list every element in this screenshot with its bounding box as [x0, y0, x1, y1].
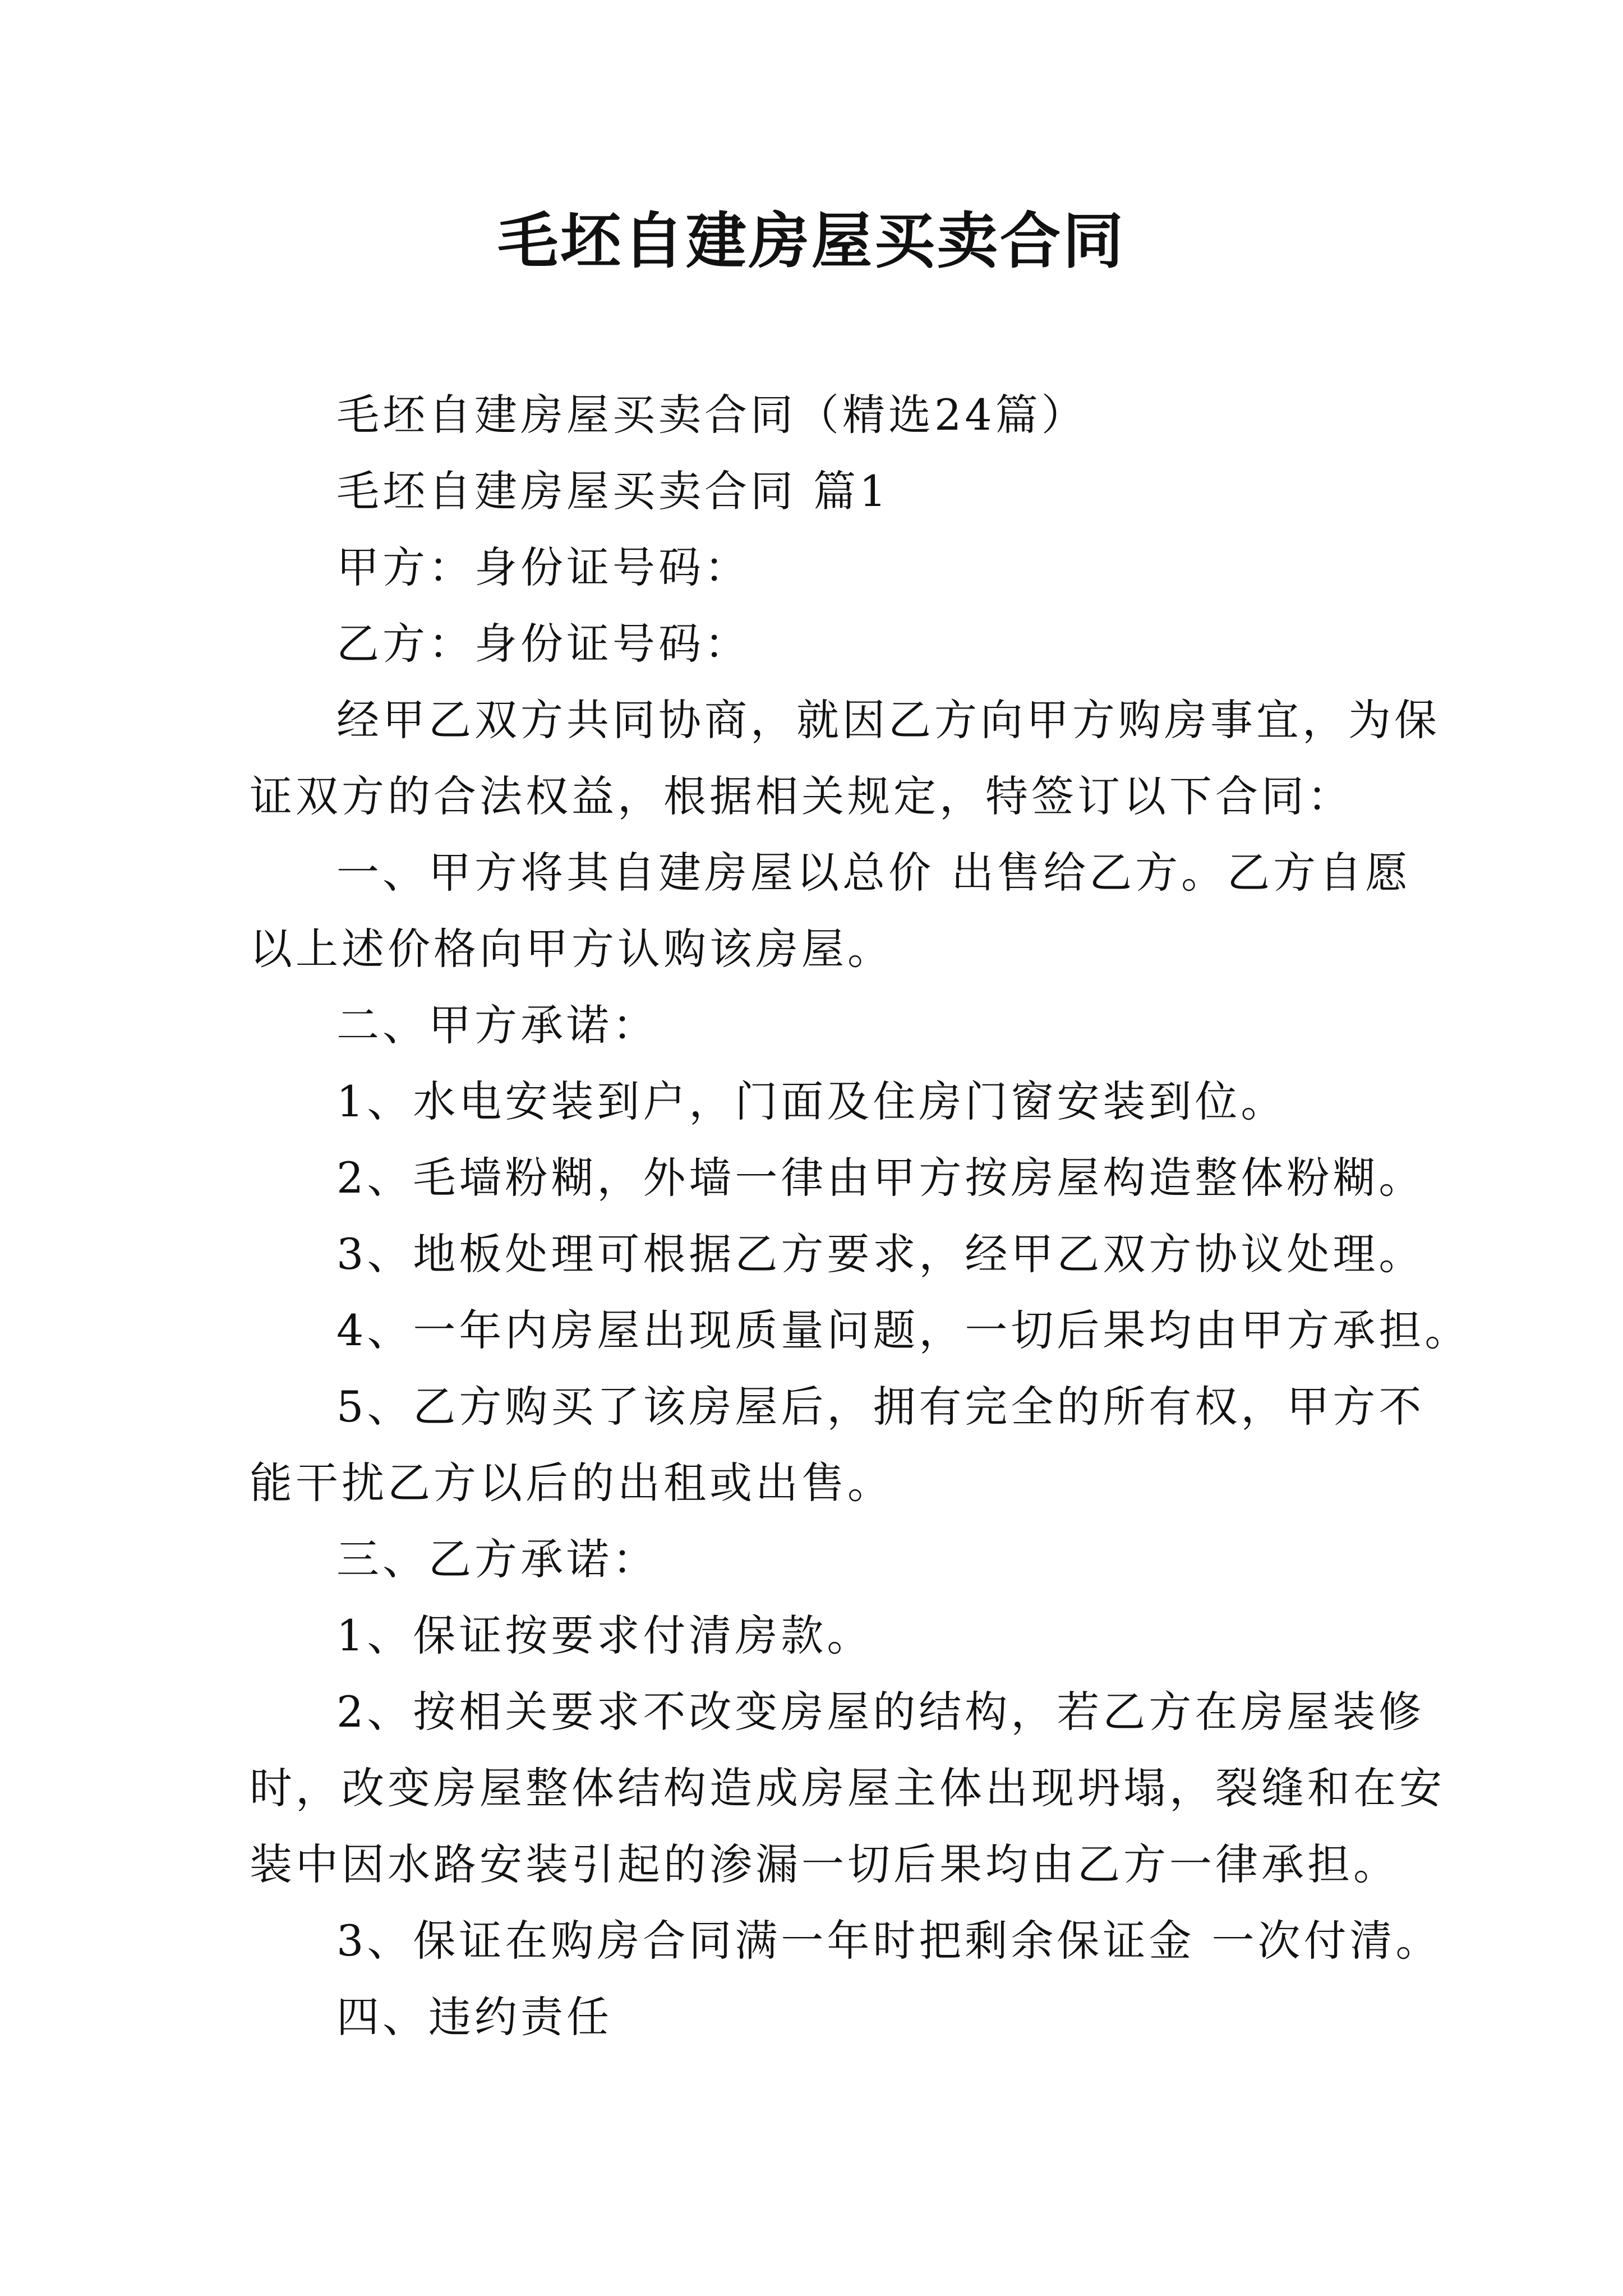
clause-heading: 四、违约责任 — [336, 1992, 612, 2042]
party-b-line: 乙方：身份证号码： — [336, 619, 750, 669]
clause-item: 2、按相关要求不改变房屋的结构，若乙方在房屋装修 — [336, 1687, 1425, 1737]
paragraph-line: 证双方的合法权益，根据相关规定，特签订以下合同： — [250, 771, 1353, 821]
document-subtitle: 毛坯自建房屋买卖合同（精选24篇） — [336, 390, 1087, 440]
clause-item: 4、一年内房屋出现质量问题，一切后果均由甲方承担。 — [336, 1305, 1471, 1355]
clause-item: 能干扰乙方以后的出租或出售。 — [250, 1458, 893, 1508]
paragraph-line: 经甲乙双方共同协商，就因乙方向甲方购房事宜，为保 — [336, 695, 1440, 745]
document-title: 毛坯自建房屋买卖合同 — [497, 206, 1126, 277]
clause-heading: 三、乙方承诺： — [336, 1534, 658, 1584]
clause-item: 装中因水路安装引起的渗漏一切后果均由乙方一律承担。 — [250, 1839, 1399, 1889]
section-heading: 毛坯自建房屋买卖合同 篇1 — [336, 466, 890, 516]
party-a-line: 甲方：身份证号码： — [336, 542, 750, 592]
clause-item: 3、地板处理可根据乙方要求，经甲乙双方协议处理。 — [336, 1229, 1425, 1279]
clause-item: 5、乙方购买了该房屋后，拥有完全的所有权，甲方不 — [336, 1382, 1425, 1432]
clause-item: 3、保证在购房合同满一年时把剩余保证金 一次付清。 — [336, 1916, 1442, 1966]
clause-heading: 二、甲方承诺： — [336, 1000, 658, 1050]
clause-item: 1、保证按要求付清房款。 — [336, 1611, 873, 1660]
clause-line: 一、甲方将其自建房屋以总价 出售给乙方。乙方自愿 — [336, 848, 1412, 898]
clause-item: 1、水电安装到户，门面及住房门窗安装到位。 — [336, 1076, 1287, 1126]
clause-item: 时，改变房屋整体结构造成房屋主体出现坍塌，裂缝和在安 — [250, 1763, 1445, 1813]
clause-item: 2、毛墙粉糊，外墙一律由甲方按房屋构造整体粉糊。 — [336, 1153, 1425, 1203]
clause-line: 以上述价格向甲方认购该房屋。 — [250, 924, 893, 974]
